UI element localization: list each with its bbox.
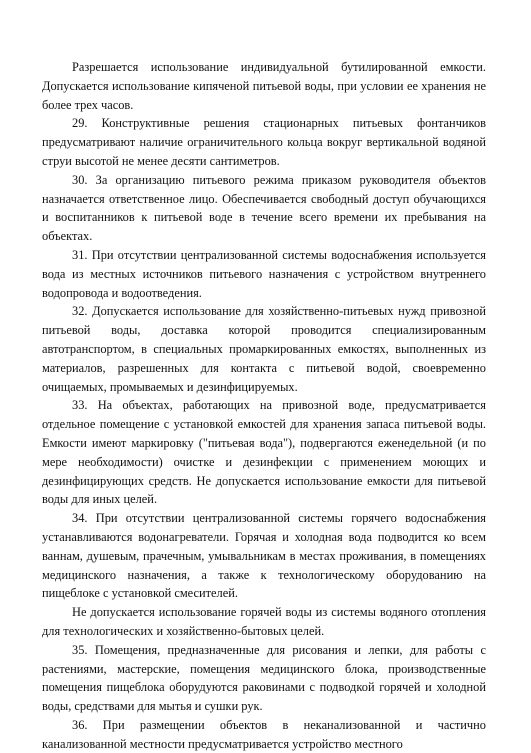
document-text	[42, 58, 486, 753]
paragraph-30-drinking-regime: 30. За организацию питьевого режима приказом руководителя объектов назначается ответственное лицо. Обеспечивается свободный доступ обучающихся и воспитанников к питьевой воде в течение всего времени их пребывания на объектах.	[42, 172, 486, 244]
paragraph-29-fountains: 29. Конструктивные решения стационарных питьевых фонтанчиков предусматривают наличие ограничительного кольца вокруг вертикальной водяной струи высотой не менее десяти сантиметров.	[42, 116, 486, 168]
paragraph-31-water-supply: 31. При отсутствии централизованной системы водоснабжения используется вода из местных источников питьевого назначения с устройством внутреннего водопровода и водоотведения.	[42, 247, 486, 300]
paragraph-34-hot-water: 34. При отсутствии централизованной системы горячего водоснабжения устанавливаются водонагреватели. Горячая и холодная вода подводится ко всем ваннам, душевым, прачечным, умывальникам в местах проживания, в помещениях медицинского назначения, а также к технологическому оборудованию на пищеблоке с установкой смесителей.	[42, 511, 486, 601]
paragraph-heating-water: Не допускается использование горячей воды из системы водяного отопления для технологических и хозяйственно-бытовых целей.	[42, 605, 486, 638]
paragraph-35-sinks: 35. Помещения, предназначенные для рисования и лепки, для работы с растениями, мастерские, помещения медицинского блока, производственные помещения пищеблока оборудуются раковинами с подводкой горячей и холодной воды, средствами для мытья и сушки рук.	[42, 642, 486, 714]
paragraph-36-sewerage: 36. При размещении объектов в неканализованной и частично канализованной местности предусматривается устройство местного	[42, 717, 486, 751]
paragraph-33-water-storage: 33. На объектах, работающих на привозной воде, предусматривается отдельное помещение с установкой емкостей для хранения запаса питьевой воды. Емкости имеют маркировку ("питьевая вода"), подвергаются еженедельной (и по мере необходимости) очистке и дезинфекции с применением моющих и дезинфицирующих средств. Не допускается использование емкости для питьевой воды для иных целей.	[42, 398, 486, 507]
paragraph-drinking-container: Разрешается использование индивидуальной бутилированной емкости. Допускается использование кипяченой питьевой воды, при условии ее хранения не более трех часов.	[42, 60, 486, 112]
paragraph-32-delivered-water: 32. Допускается использование для хозяйственно-питьевых нужд привозной питьевой воды, доставка которой проводится специализированным автотранспортом, в специальных промаркированных емкостях, выполненных из материалов, разрешенных для контакта с питьевой водой, своевременно очищаемых, промываемых и дезинфицируемых.	[42, 304, 486, 394]
